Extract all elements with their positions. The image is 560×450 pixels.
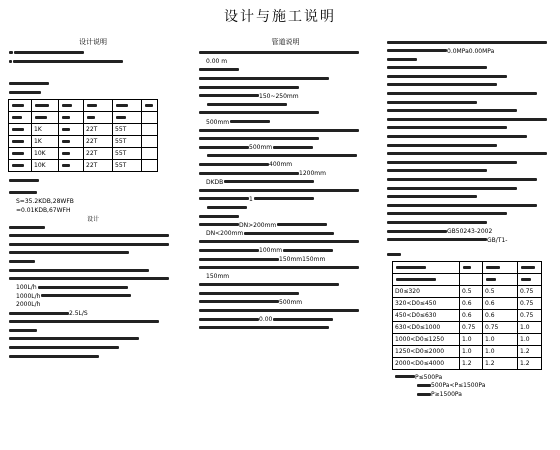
table-row: 10K 22T 55T bbox=[9, 160, 158, 172]
table-row: D0≤320 0.5 0.5 0.75 bbox=[393, 285, 542, 297]
table-row: 2000<D0≤4000 1.2 1.2 1.2 bbox=[393, 357, 542, 369]
column-design-notes: 设计说明 1K 22T 55T 1K 22T 55T 10K 22T 55T 10K 22T 55T S=35.2KDB,28WFB =0.01KDB,67WFH 设计 100L/h 1000L/h 2000L/h 2.5L/S bbox=[8, 38, 178, 361]
table-row: 10K 22T 55T bbox=[9, 148, 158, 160]
column-heading: 管道说明 bbox=[271, 38, 300, 46]
table-row bbox=[9, 112, 158, 124]
column-pipe-notes: 管道说明 0.00 m 150~250mm 500mm 500mm 400mm 1200mm DKDB 1 DN>200mm DN<200mm 100mm 150mm150mm 150mm 500mm 0.00 bbox=[198, 38, 373, 332]
table-row bbox=[393, 273, 542, 285]
table-row: 450<D0≤630 0.6 0.6 0.75 bbox=[393, 309, 542, 321]
table-row: 1K 22T 55T bbox=[9, 136, 158, 148]
column-heading: 设计说明 bbox=[79, 38, 107, 46]
table-row: 320<D0≤450 0.6 0.6 0.75 bbox=[393, 297, 542, 309]
table-row: 1K 22T 55T bbox=[9, 124, 158, 136]
table-row bbox=[9, 100, 158, 112]
duct-thickness-table bbox=[392, 261, 542, 370]
table-row: 1000<D0≤1250 1.0 1.0 1.0 bbox=[393, 333, 542, 345]
page-title: 设计与施工说明 bbox=[224, 9, 336, 25]
table-row: 1250<D0≤2000 1.0 1.0 1.2 bbox=[393, 345, 542, 357]
table-row bbox=[393, 261, 542, 273]
column-standards: 0.0MPa0.00MPa GB50243-2002 GB/T1- D0≤320 0.5 0.5 0.75 320<D0≤450 0.6 0.6 0.75 450<D0≤630 0.6 0.6 0.75 630<D0≤1000 0.75 0.75 1.0 1000<D0≤1250 1.0 1.0 1.0 1250<D0≤2000 1.0 1.0 1.2 2000<D0≤4000 1.2 1.2 1.2 P≤500Pa 500Pa<P≤1500Pa P≥1500Pa bbox=[386, 38, 556, 399]
pump-table bbox=[8, 99, 158, 172]
table-row: 630<D0≤1000 0.75 0.75 1.0 bbox=[393, 321, 542, 333]
